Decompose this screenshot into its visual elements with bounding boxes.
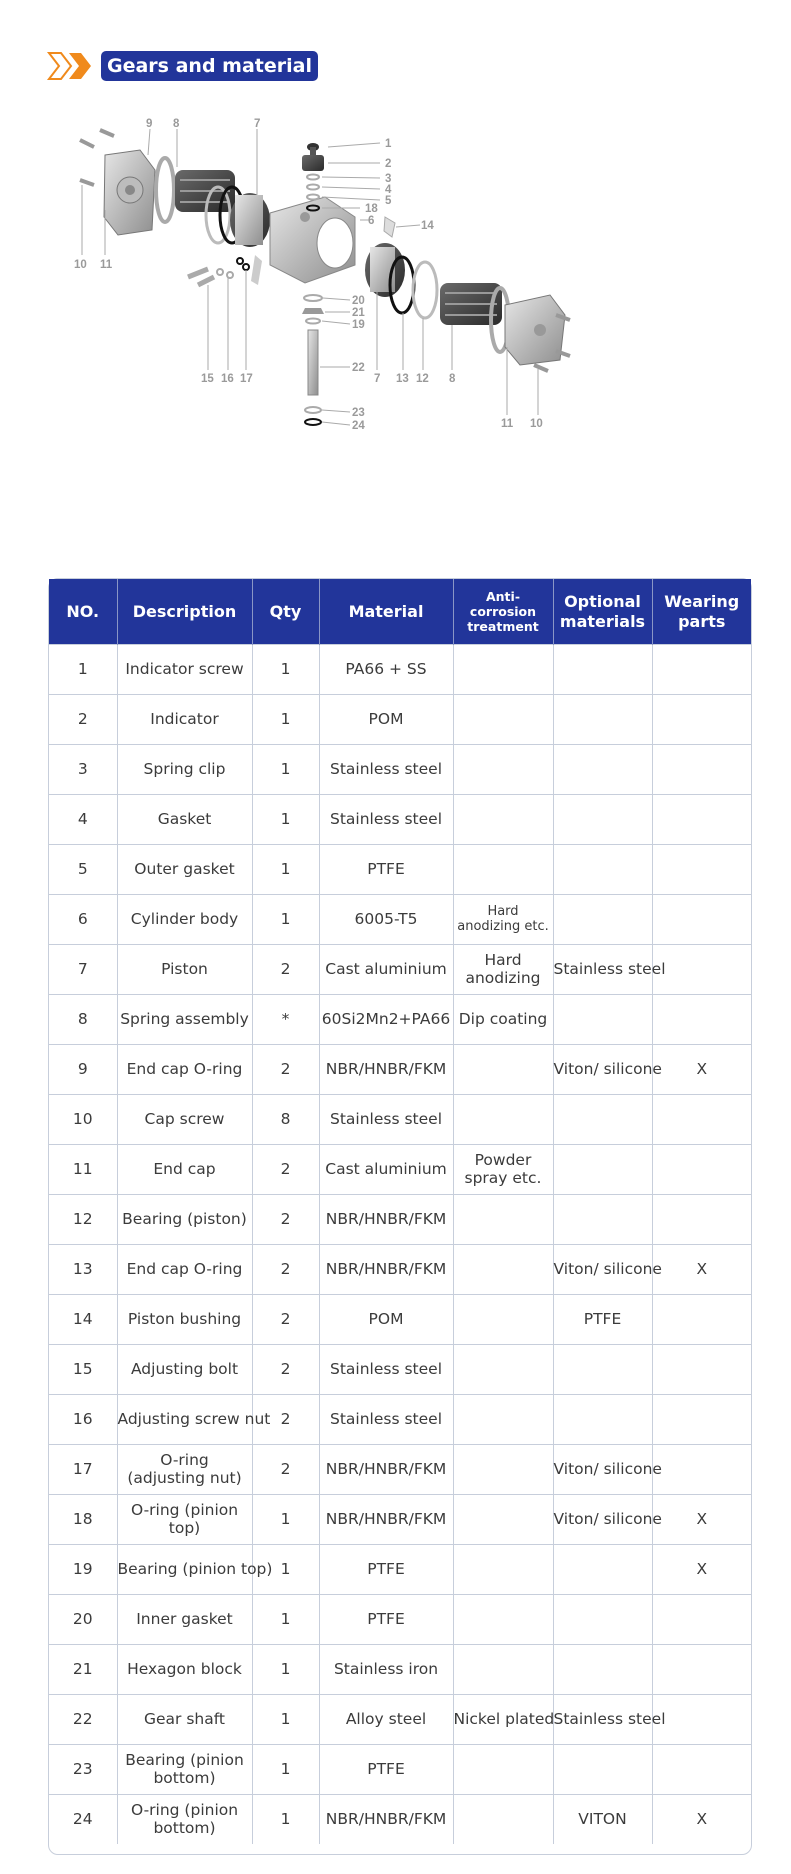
table-row	[49, 845, 751, 895]
diagram-label: 15	[201, 373, 214, 385]
table-cell: 12	[49, 1195, 117, 1245]
table-cell: 9	[49, 1045, 117, 1095]
table-cell: O-ring (pinion top)	[117, 1495, 252, 1545]
column-header: Qty	[252, 579, 319, 645]
table-row	[49, 1645, 751, 1695]
table-cell	[453, 1745, 553, 1795]
table-cell: 1	[252, 1495, 319, 1545]
table-cell: Viton/ silicone	[553, 1495, 652, 1545]
table-cell: *	[252, 995, 319, 1045]
diagram-label: 23	[352, 407, 365, 419]
table-cell: X	[652, 1495, 751, 1545]
diagram-label: 6	[368, 215, 375, 227]
table-cell	[652, 1195, 751, 1245]
table-cell: 1	[252, 745, 319, 795]
table-cell: PA66 + SS	[319, 645, 453, 695]
right-end-cap	[505, 295, 565, 365]
table-cell	[453, 1295, 553, 1345]
table-cell	[652, 645, 751, 695]
table-cell: NBR/HNBR/FKM	[319, 1245, 453, 1295]
table-cell	[652, 945, 751, 995]
diagram-label: 16	[221, 373, 234, 385]
diagram-label: 5	[385, 195, 392, 207]
right-piston	[365, 243, 405, 297]
column-header: Material	[319, 579, 453, 645]
table-cell: 23	[49, 1745, 117, 1795]
diagram-label: 10	[530, 418, 543, 430]
diagram-label: 3	[385, 173, 392, 185]
table-cell: Stainless steel	[319, 1345, 453, 1395]
table-cell: 2	[252, 1395, 319, 1445]
table-cell: Piston	[117, 945, 252, 995]
table-cell	[553, 645, 652, 695]
diagram-label: 1	[385, 138, 392, 150]
table-cell: 13	[49, 1245, 117, 1295]
table-cell: 1	[252, 1645, 319, 1695]
diagram-label: 4	[385, 184, 392, 196]
table-row	[49, 1595, 751, 1645]
table-cell: Cylinder body	[117, 895, 252, 945]
table-cell	[553, 695, 652, 745]
column-header: Anti-corrosion treatment	[453, 579, 553, 645]
table-cell: 6	[49, 895, 117, 945]
parts-table-container	[48, 578, 752, 1855]
table-cell: O-ring (pinion bottom)	[117, 1795, 252, 1845]
table-cell: Gasket	[117, 795, 252, 845]
table-cell: Adjusting bolt	[117, 1345, 252, 1395]
table-cell: End cap	[117, 1145, 252, 1195]
table-cell: 1	[252, 845, 319, 895]
table-cell	[652, 1395, 751, 1445]
table-cell	[553, 1745, 652, 1795]
table-cell	[453, 1345, 553, 1395]
table-cell: Viton/ silicone	[553, 1445, 652, 1495]
diagram-label: 8	[449, 373, 456, 385]
table-row	[49, 745, 751, 795]
table-cell: Spring assembly	[117, 995, 252, 1045]
table-cell	[652, 895, 751, 945]
table-cell: 1	[252, 1695, 319, 1745]
table-cell	[453, 795, 553, 845]
table-cell: 8	[49, 995, 117, 1045]
double-chevron-icon	[47, 50, 95, 82]
table-cell: Inner gasket	[117, 1595, 252, 1645]
table-cell: 60Si2Mn2+PA66	[319, 995, 453, 1045]
table-cell: Adjusting screw nut	[117, 1395, 252, 1445]
table-cell	[453, 1245, 553, 1295]
table-cell: Indicator screw	[117, 645, 252, 695]
table-cell: 22	[49, 1695, 117, 1745]
table-cell: Spring clip	[117, 745, 252, 795]
table-cell: 1	[252, 1595, 319, 1645]
table-cell: Gear shaft	[117, 1695, 252, 1745]
diagram-label: 11	[501, 418, 514, 430]
section-title: Gears and material	[101, 51, 318, 81]
table-cell	[553, 795, 652, 845]
table-cell: Piston bushing	[117, 1295, 252, 1345]
table-cell: 18	[49, 1495, 117, 1545]
table-cell	[553, 1095, 652, 1145]
table-cell: Stainless steel	[319, 795, 453, 845]
table-cell: End cap O-ring	[117, 1045, 252, 1095]
table-cell: 2	[49, 695, 117, 745]
diagram-label: 19	[352, 319, 365, 331]
table-cell: O-ring (adjusting nut)	[117, 1445, 252, 1495]
table-cell: Bearing (piston)	[117, 1195, 252, 1245]
left-piston	[230, 193, 270, 247]
table-cell	[453, 1545, 553, 1595]
table-row	[49, 1295, 751, 1345]
table-cell: NBR/HNBR/FKM	[319, 1195, 453, 1245]
table-cell: Alloy steel	[319, 1695, 453, 1745]
table-row	[49, 1245, 751, 1295]
table-cell: 10	[49, 1095, 117, 1145]
table-cell: NBR/HNBR/FKM	[319, 1045, 453, 1095]
section-header	[47, 50, 318, 82]
table-cell	[453, 1045, 553, 1095]
table-cell	[453, 745, 553, 795]
diagram-label: 17	[240, 373, 253, 385]
table-cell: 1	[252, 895, 319, 945]
table-cell	[553, 1595, 652, 1645]
table-row	[49, 1795, 751, 1845]
table-cell: Cast aluminium	[319, 945, 453, 995]
table-cell: 21	[49, 1645, 117, 1695]
table-cell	[652, 1745, 751, 1795]
table-cell: 1	[252, 1745, 319, 1795]
table-row	[49, 895, 751, 945]
table-cell: X	[652, 1545, 751, 1595]
table-cell	[652, 1645, 751, 1695]
table-cell	[453, 645, 553, 695]
table-row	[49, 1195, 751, 1245]
table-cell: Stainless steel	[319, 745, 453, 795]
table-cell	[453, 695, 553, 745]
table-cell	[553, 895, 652, 945]
table-cell: Stainless steel	[553, 945, 652, 995]
diagram-label: 11	[100, 259, 113, 271]
table-cell: Viton/ silicone	[553, 1045, 652, 1095]
table-header-row	[49, 579, 751, 645]
table-cell: 2	[252, 1145, 319, 1195]
table-cell: POM	[319, 695, 453, 745]
table-row	[49, 1145, 751, 1195]
table-cell: NBR/HNBR/FKM	[319, 1445, 453, 1495]
table-cell	[553, 1395, 652, 1445]
table-cell	[453, 1595, 553, 1645]
table-cell	[553, 1195, 652, 1245]
table-cell: 4	[49, 795, 117, 845]
table-cell: 6005-T5	[319, 895, 453, 945]
table-cell: X	[652, 1795, 751, 1845]
column-header: Wearing parts	[652, 579, 751, 645]
table-cell	[652, 1095, 751, 1145]
table-cell	[553, 1645, 652, 1695]
table-cell: 2	[252, 1195, 319, 1245]
table-cell: PTFE	[319, 1545, 453, 1595]
table-cell	[652, 995, 751, 1045]
table-cell	[453, 1395, 553, 1445]
table-cell: Nickel plated	[453, 1695, 553, 1745]
table-cell	[553, 1545, 652, 1595]
gaskets-top	[307, 175, 319, 211]
table-cell	[453, 1445, 553, 1495]
table-cell: PTFE	[319, 1595, 453, 1645]
o-ring-9	[156, 158, 174, 222]
table-cell: 17	[49, 1445, 117, 1495]
table-cell: 2	[252, 1245, 319, 1295]
table-row	[49, 1045, 751, 1095]
table-row	[49, 945, 751, 995]
table-cell: 1	[49, 645, 117, 695]
table-cell	[453, 1095, 553, 1145]
table-cell	[453, 1645, 553, 1695]
table-cell: 19	[49, 1545, 117, 1595]
table-cell: 14	[49, 1295, 117, 1345]
table-cell: 2	[252, 1445, 319, 1495]
table-row	[49, 1695, 751, 1745]
column-header: Description	[117, 579, 252, 645]
table-cell	[652, 1345, 751, 1395]
table-cell: 11	[49, 1145, 117, 1195]
table-cell: Hexagon block	[117, 1645, 252, 1695]
table-cell: 7	[49, 945, 117, 995]
table-row	[49, 1395, 751, 1445]
table-cell: PTFE	[319, 845, 453, 895]
table-cell: 16	[49, 1395, 117, 1445]
table-cell	[553, 845, 652, 895]
diagram-label: 7	[374, 373, 381, 385]
table-cell: Cast aluminium	[319, 1145, 453, 1195]
table-cell: Powder spray etc.	[453, 1145, 553, 1195]
table-cell: 1	[252, 1795, 319, 1845]
table-cell: 1	[252, 1545, 319, 1595]
table-row	[49, 1445, 751, 1495]
table-cell	[453, 1795, 553, 1845]
exploded-view-diagram	[74, 118, 700, 525]
table-cell: 15	[49, 1345, 117, 1395]
table-cell: 8	[252, 1095, 319, 1145]
table-cell	[453, 1195, 553, 1245]
table-cell: Bearing (pinion bottom)	[117, 1745, 252, 1795]
diagram-label: 8	[173, 118, 180, 130]
table-cell	[652, 795, 751, 845]
table-cell: 1	[252, 645, 319, 695]
table-cell	[652, 1595, 751, 1645]
table-cell: Stainless steel	[553, 1695, 652, 1745]
indicator	[302, 143, 324, 171]
table-cell: X	[652, 1245, 751, 1295]
table-cell: End cap O-ring	[117, 1245, 252, 1295]
table-cell: PTFE	[553, 1295, 652, 1345]
table-cell: 2	[252, 945, 319, 995]
table-cell: POM	[319, 1295, 453, 1345]
table-cell	[652, 1145, 751, 1195]
table-cell: 2	[252, 1295, 319, 1345]
table-cell: Bearing (pinion top)	[117, 1545, 252, 1595]
table-cell: X	[652, 1045, 751, 1095]
table-cell: VITON	[553, 1795, 652, 1845]
diagram-label: 12	[416, 373, 429, 385]
table-cell: 1	[252, 695, 319, 745]
table-row	[49, 795, 751, 845]
table-cell: Stainless steel	[319, 1395, 453, 1445]
table-cell: Stainless iron	[319, 1645, 453, 1695]
diagram-label: 21	[352, 307, 365, 319]
table-cell: 3	[49, 745, 117, 795]
table-cell: 5	[49, 845, 117, 895]
table-row	[49, 1345, 751, 1395]
table-row	[49, 1095, 751, 1145]
table-cell: 20	[49, 1595, 117, 1645]
table-row	[49, 645, 751, 695]
table-cell: NBR/HNBR/FKM	[319, 1795, 453, 1845]
table-cell	[553, 995, 652, 1045]
table-cell: Dip coating	[453, 995, 553, 1045]
table-cell	[553, 1345, 652, 1395]
diagram-label: 9	[146, 118, 153, 130]
diagram-label: 14	[421, 220, 434, 232]
table-cell	[652, 1695, 751, 1745]
table-cell	[652, 695, 751, 745]
table-row	[49, 1495, 751, 1545]
table-cell: Cap screw	[117, 1095, 252, 1145]
table-cell: Hard anodizing	[453, 945, 553, 995]
table-cell: Viton/ silicone	[553, 1245, 652, 1295]
table-cell: Hard anodizing etc.	[453, 895, 553, 945]
diagram-label: 2	[385, 158, 392, 170]
table-cell	[652, 1445, 751, 1495]
diagram-label: 22	[352, 362, 365, 374]
table-cell: 24	[49, 1795, 117, 1845]
table-cell	[652, 845, 751, 895]
diagram-label: 20	[352, 295, 365, 307]
diagram-label: 7	[254, 118, 261, 130]
column-header: NO.	[49, 579, 117, 645]
diagram-label: 18	[365, 203, 378, 215]
table-cell: 1	[252, 795, 319, 845]
table-cell: Indicator	[117, 695, 252, 745]
table-cell	[453, 845, 553, 895]
table-row	[49, 1545, 751, 1595]
table-cell: 2	[252, 1045, 319, 1095]
table-cell	[652, 745, 751, 795]
table-row	[49, 995, 751, 1045]
column-header: Optional materials	[553, 579, 652, 645]
table-cell	[652, 1295, 751, 1345]
diagram-label: 13	[396, 373, 409, 385]
table-cell: Outer gasket	[117, 845, 252, 895]
diagram-label: 24	[352, 420, 365, 432]
table-cell	[553, 745, 652, 795]
parts-material-table	[49, 579, 751, 1844]
diagram-label: 10	[74, 259, 87, 271]
table-cell	[453, 1495, 553, 1545]
table-row	[49, 695, 751, 745]
pinion-parts	[302, 295, 324, 425]
table-cell: Stainless steel	[319, 1095, 453, 1145]
table-cell: PTFE	[319, 1745, 453, 1795]
table-row	[49, 1745, 751, 1795]
table-cell: NBR/HNBR/FKM	[319, 1495, 453, 1545]
left-end-cap	[104, 150, 155, 235]
table-cell	[553, 1145, 652, 1195]
table-cell: 2	[252, 1345, 319, 1395]
